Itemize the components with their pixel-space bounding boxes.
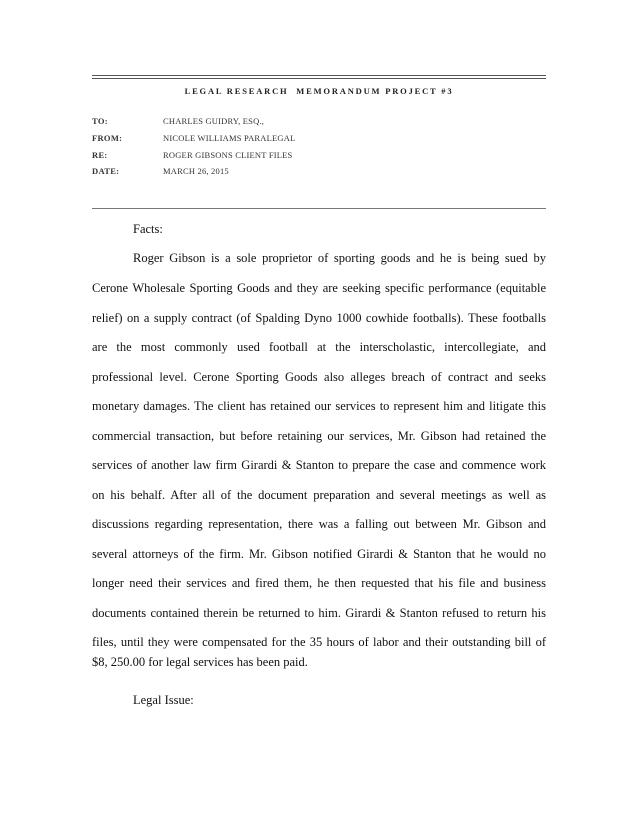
facts-line: are the most commonly used football at the interscholastic, intercollegiate, and: [92, 340, 546, 354]
facts-line: professional level. Cerone Sporting Goods also alleges breach of contract and seeks: [92, 370, 546, 384]
facts-line: relief) on a supply contract (of Spalding Dyno 1000 cowhide footballs). These footballs: [92, 311, 546, 325]
header-label-date: DATE:: [92, 166, 120, 176]
memo-top-rule-inner: [92, 78, 546, 79]
header-value-from: NICOLE WILLIAMS PARALEGAL: [163, 133, 296, 143]
facts-line: files, until they were compensated for the 35 hours of labor and their outstanding bill of: [92, 635, 546, 649]
header-value-date: MARCH 26, 2015: [163, 166, 229, 176]
facts-line: discussions regarding representation, there was a falling out between Mr. Gibson and: [92, 517, 546, 531]
facts-line: several attorneys of the firm. Mr. Gibson notified Girardi & Stanton that he would no: [92, 547, 546, 561]
facts-line: $8, 250.00 for legal services has been paid.: [92, 655, 308, 669]
facts-line: Roger Gibson is a sole proprietor of sporting goods and he is being sued by: [133, 251, 546, 265]
header-value-to: CHARLES GUIDRY, ESQ.,: [163, 116, 265, 126]
header-value-re: ROGER GIBSONS CLIENT FILES: [163, 150, 293, 160]
header-label-to: TO:: [92, 116, 108, 126]
memo-title: LEGAL RESEARCH MEMORANDUM PROJECT #3: [184, 86, 454, 96]
legal-issue-heading: Legal Issue:: [133, 693, 194, 707]
facts-line: Cerone Wholesale Sporting Goods and they are seeking specific performance (equitable: [92, 281, 546, 295]
facts-line: longer need their services and fired them, he then requested that his file and business: [92, 576, 546, 590]
header-label-from: FROM:: [92, 133, 123, 143]
facts-line: monetary damages. The client has retained our services to represent him and litigate this: [92, 399, 546, 413]
memo-top-rule: [92, 75, 546, 76]
facts-line: on his behalf. After all of the document preparation and several meetings as well as: [92, 488, 546, 502]
header-label-re: RE:: [92, 150, 108, 160]
memo-header-bottom-rule: [92, 208, 546, 209]
facts-line: commercial transaction, but before retaining our services, Mr. Gibson had retained the: [92, 429, 546, 443]
facts-heading: Facts:: [133, 222, 163, 236]
facts-line: services of another law firm Girardi & Stanton to prepare the case and commence work: [92, 458, 546, 472]
facts-line: documents contained therein be returned to him. Girardi & Stanton refused to return his: [92, 606, 546, 620]
